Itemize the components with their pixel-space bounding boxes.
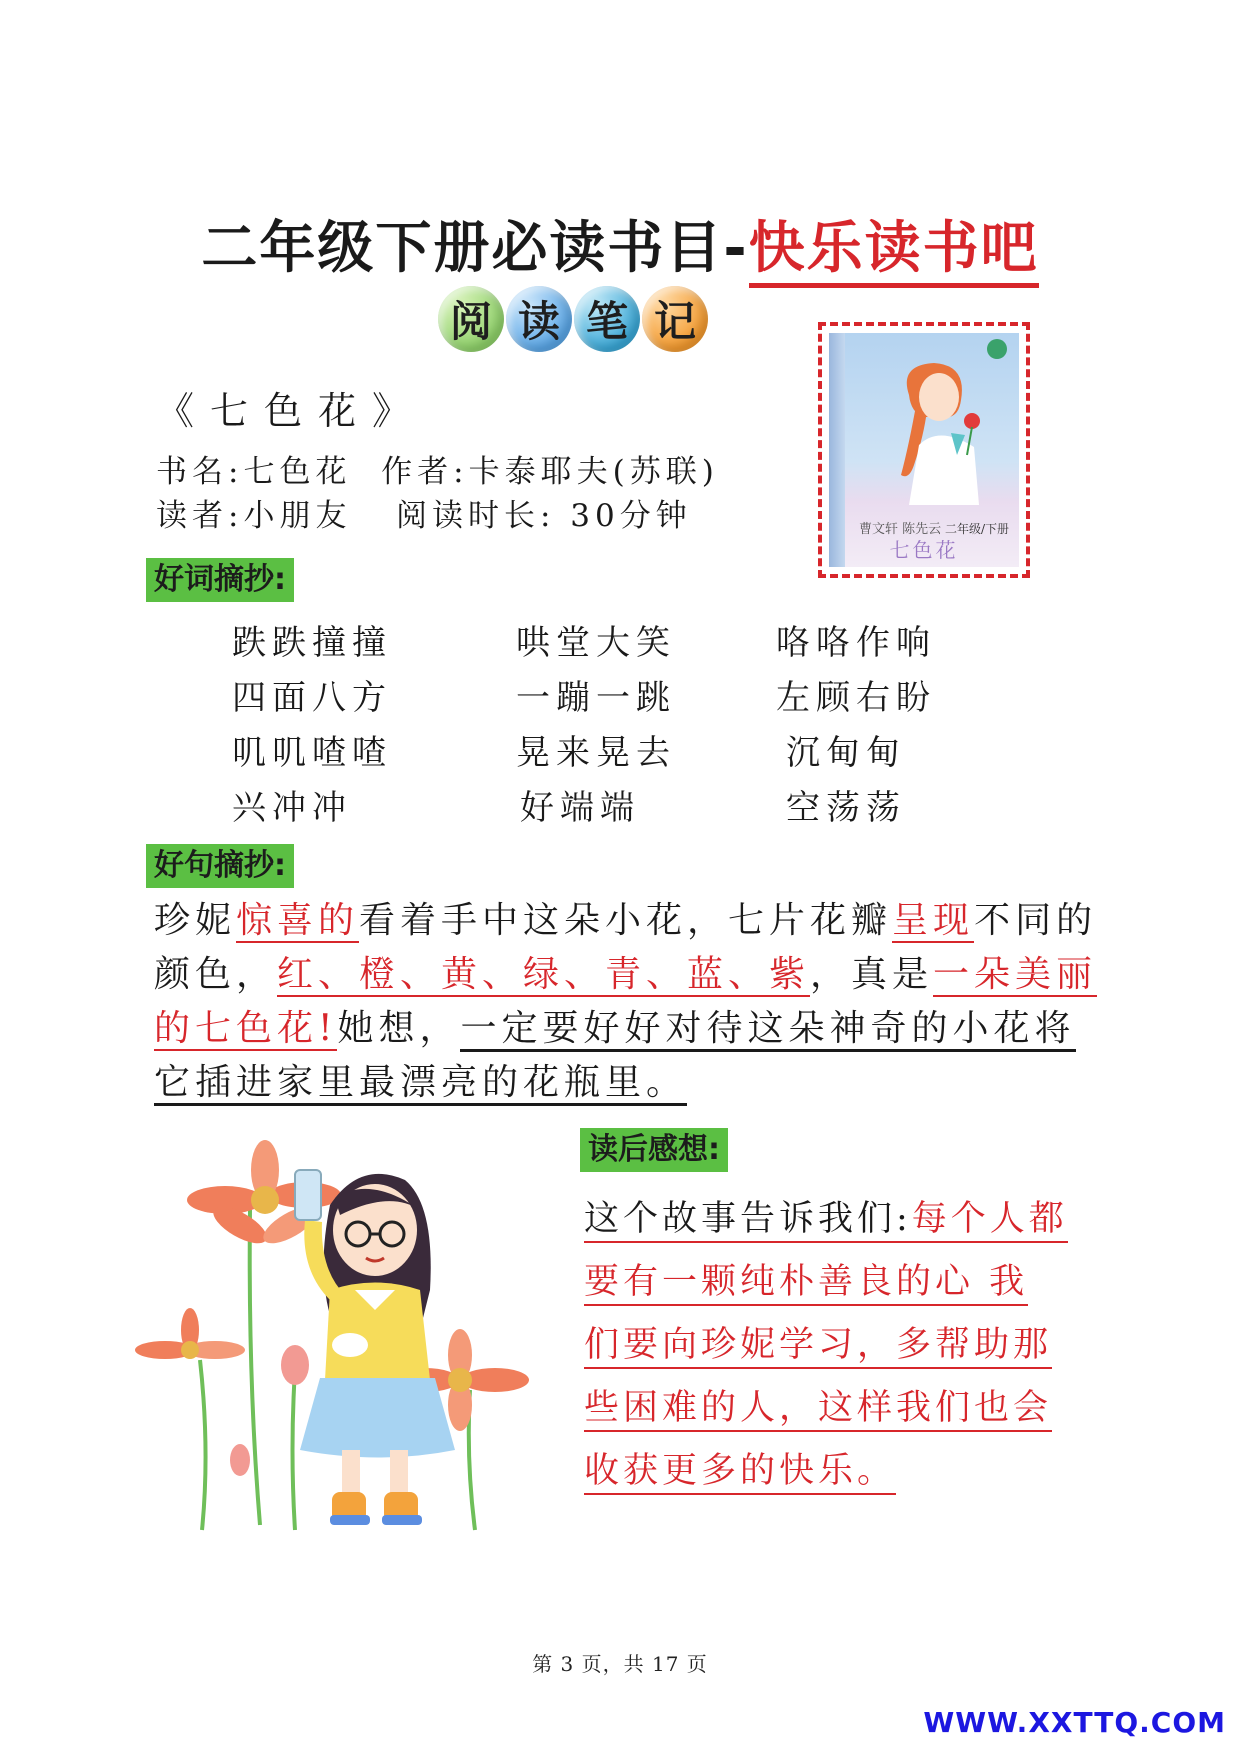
sentence-highlight: 惊喜的 (236, 900, 360, 941)
thought-highlight: 每个人都 (911, 1199, 1068, 1239)
badge-bi: 笔 (574, 286, 640, 352)
good-words-label: 好词摘抄: (146, 558, 294, 602)
site-watermark: WWW.XXTTQ.COM (923, 1706, 1226, 1739)
badge-yue: 阅 (438, 286, 504, 352)
title-accent: 快乐读书吧 (749, 216, 1039, 288)
sentence-underlined: 一定要好好对待这朵神奇的小花将它插进家里最漂亮的花瓶里。 (154, 1008, 1076, 1106)
cover-title: 七色花 (889, 538, 959, 562)
sentence-highlight: 呈现 (892, 900, 975, 941)
thought-line: 些困难的人，这样我们也会 (584, 1388, 1052, 1432)
title-main: 二年级下册必读书目- (201, 216, 749, 281)
word-item: 哄堂大笑 (516, 623, 676, 663)
cover-girl-illustration (839, 355, 1019, 505)
sentence-part: 不同的颜色， (154, 900, 1098, 995)
thought-line: 们要向珍妮学习，多帮助那 (584, 1325, 1052, 1369)
word-item: 兴冲冲 (232, 788, 352, 828)
sentence-part: 她想， (337, 1008, 461, 1049)
book-title: 《七色花》 (156, 389, 427, 433)
book-info-line-1: 书名:七色花 作者:卡泰耶夫(苏联) (156, 454, 719, 490)
word-item: 空荡荡 (786, 788, 906, 828)
badge-du: 读 (506, 286, 572, 352)
page-title (0, 204, 1240, 284)
sentence-highlight: 红、橙、黄、绿、青、蓝、紫 (277, 954, 811, 995)
book-cover-frame (818, 322, 1030, 578)
cover-authors: 曹文轩 陈先云 (859, 522, 942, 537)
word-item: 叽叽喳喳 (232, 733, 392, 773)
sentence-part: ，真是 (810, 954, 934, 995)
book-info-line-2: 读者:小朋友 阅读时长: 30分钟 (156, 498, 692, 534)
sentence-part: 看着手中这朵小花，七片花瓣 (359, 900, 893, 941)
thoughts-text (584, 1188, 1094, 1503)
word-item: 跌跌撞撞 (232, 623, 392, 663)
word-item: 左顾右盼 (776, 678, 936, 718)
good-sentence (154, 894, 1114, 1110)
thought-part: 这个故事告诉我们: (584, 1199, 912, 1239)
thoughts-label: 读后感想: (580, 1128, 728, 1172)
cover-grade: 二年级/下册 (944, 522, 1009, 536)
word-item: 咯咯作响 (776, 623, 936, 663)
word-item: 一蹦一跳 (516, 678, 676, 718)
thought-line: 收获更多的快乐。 (584, 1451, 896, 1495)
sentence-part: 珍妮 (154, 900, 237, 941)
word-item: 四面八方 (232, 678, 392, 718)
girl-with-flowers-illustration (130, 1130, 550, 1540)
badge-ji: 记 (642, 286, 708, 352)
word-item: 沉甸甸 (786, 733, 906, 773)
sentence-highlight: 一朵美丽的七色花! (154, 954, 1098, 1049)
page-number: 第 3 页，共 17 页 (532, 1652, 708, 1676)
word-item: 晃来晃去 (516, 733, 676, 773)
book-cover (829, 333, 1019, 567)
word-item: 好端端 (520, 788, 640, 828)
good-sentence-label: 好句摘抄: (146, 844, 294, 888)
thought-line: 要有一颗纯朴善良的心 我 (584, 1262, 1028, 1306)
reading-notes-badges (438, 286, 708, 352)
